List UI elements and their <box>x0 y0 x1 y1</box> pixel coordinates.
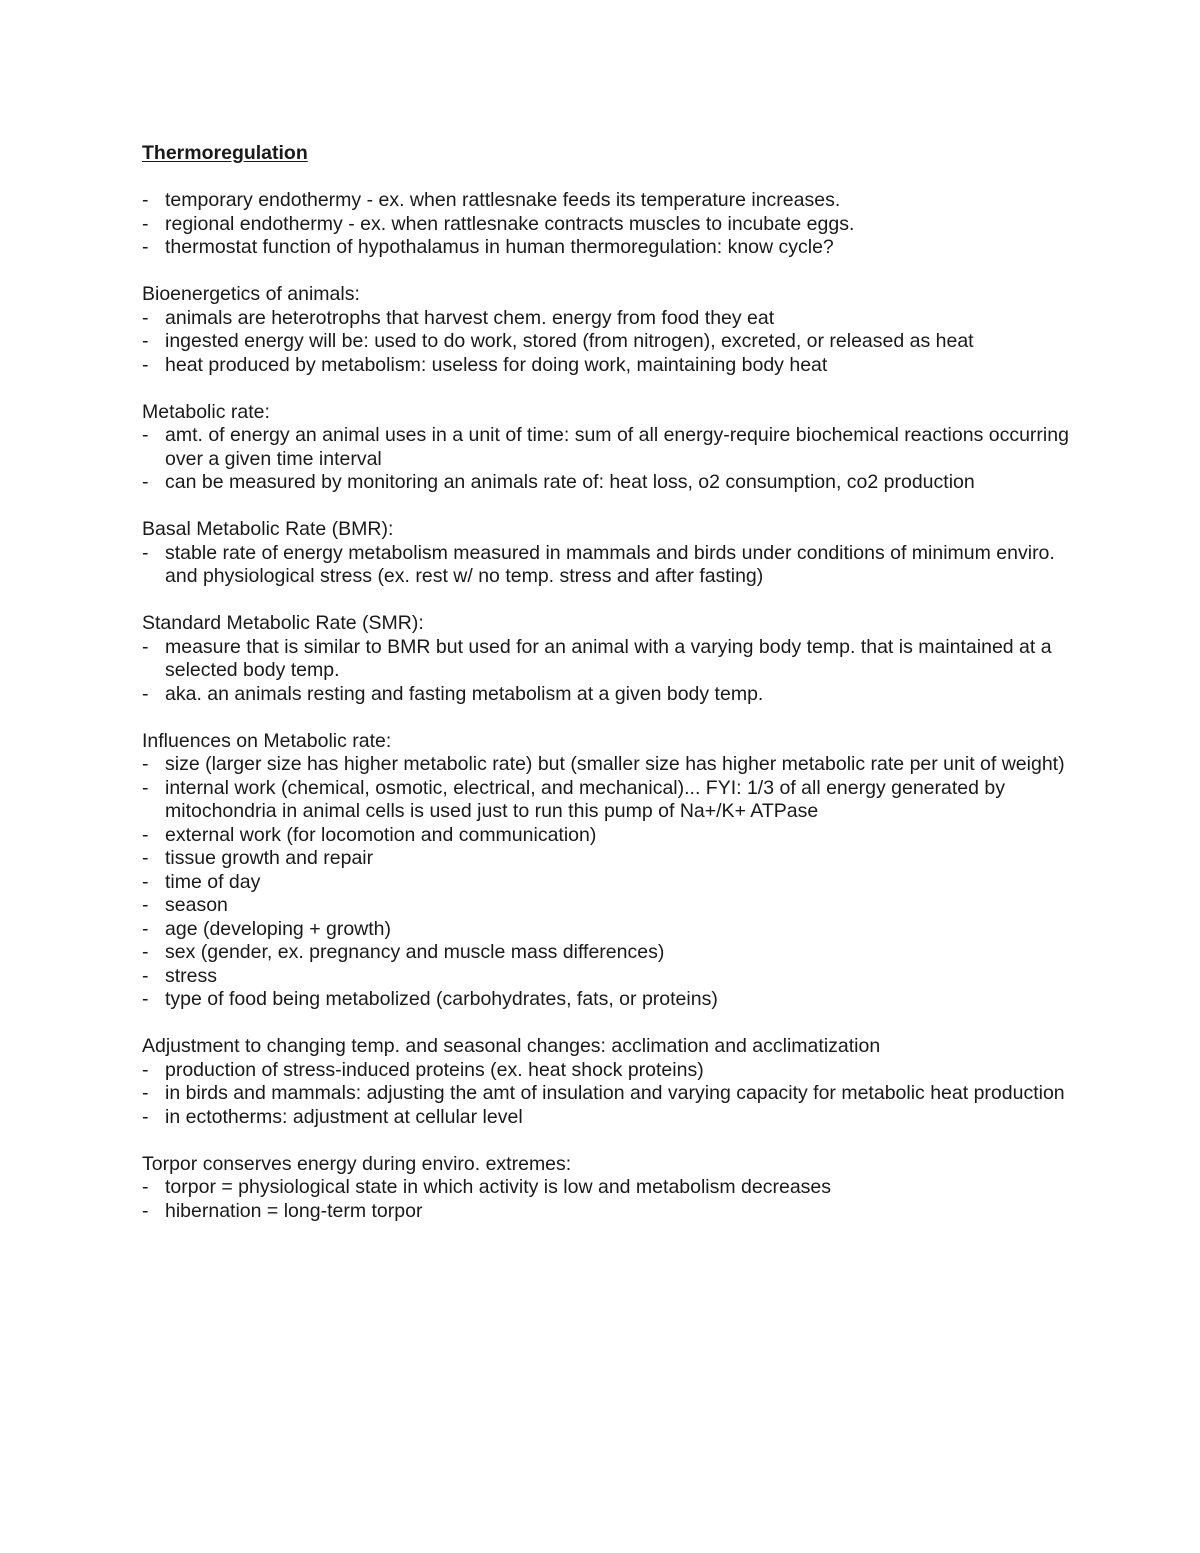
list-item-text: amt. of energy an animal uses in a unit of time: sum of all energy-require biochemical reactions occurring over a given time interval <box>165 424 1069 470</box>
section-heading: Influences on Metabolic rate: <box>142 729 392 752</box>
bullet-dash: - <box>142 236 149 258</box>
section-metabolic-rate <box>142 401 1077 495</box>
list-item <box>142 988 1077 1012</box>
section-heading: Standard Metabolic Rate (SMR): <box>142 612 424 634</box>
list-item <box>142 189 1077 213</box>
list-item-text: external work (for locomotion and communication) <box>165 823 597 846</box>
section-list <box>142 542 1077 589</box>
bullet-dash: - <box>142 635 149 658</box>
section-list <box>142 1176 1077 1223</box>
intro-section <box>142 189 1077 260</box>
page-title: Thermoregulation <box>142 142 308 164</box>
list-item-text: temporary endothermy - ex. when rattlesnake feeds its temperature increases. <box>165 189 841 211</box>
list-item-text: type of food being metabolized (carbohydrates, fats, or proteins) <box>165 988 718 1010</box>
list-item-text: production of stress-induced proteins (ex. heat shock proteins) <box>165 1058 704 1081</box>
list-item <box>142 1059 1077 1083</box>
list-item <box>142 307 1077 331</box>
section-smr <box>142 612 1077 706</box>
list-item-text: torpor = physiological state in which activity is low and metabolism decreases <box>165 1176 832 1198</box>
bullet-dash: - <box>142 1082 149 1104</box>
bullet-dash: - <box>142 1176 149 1198</box>
section-heading: Basal Metabolic Rate (BMR): <box>142 518 394 540</box>
document-body <box>142 142 1077 1247</box>
list-item-text: regional endothermy - ex. when rattlesnake contracts muscles to incubate eggs. <box>165 212 855 235</box>
list-item <box>142 941 1077 965</box>
section-heading: Torpor conserves energy during enviro. extremes: <box>142 1152 572 1175</box>
section-list <box>142 1059 1077 1130</box>
list-item <box>142 213 1077 237</box>
bullet-dash: - <box>142 870 149 893</box>
list-item <box>142 1106 1077 1130</box>
list-item <box>142 236 1077 260</box>
list-item <box>142 1200 1077 1224</box>
bullet-dash: - <box>142 353 149 376</box>
section-heading: Adjustment to changing temp. and seasonal changes: acclimation and acclimatization <box>142 1035 881 1057</box>
list-item-text: size (larger size has higher metabolic rate) but (smaller size has higher metabolic rate per unit of weight) <box>165 753 1065 775</box>
list-item-text: ingested energy will be: used to do work, stored (from nitrogen), excreted, or released as heat <box>165 330 974 352</box>
bullet-dash: - <box>142 471 149 493</box>
list-item <box>142 542 1077 589</box>
section-bioenergetics <box>142 283 1077 377</box>
list-item <box>142 636 1077 683</box>
list-item-text: internal work (chemical, osmotic, electrical, and mechanical)... FYI: 1/3 of all energy generated by mitochondria in animal cells is used just to run this pump of Na+/K+ ATPase <box>165 776 1005 822</box>
list-item-text: measure that is similar to BMR but used for an animal with a varying body temp. that is maintained at a selected body temp. <box>165 635 1052 681</box>
section-bmr <box>142 518 1077 589</box>
bullet-dash: - <box>142 306 149 329</box>
list-item-text: thermostat function of hypothalamus in human thermoregulation: know cycle? <box>165 236 834 258</box>
section-adjustment <box>142 1035 1077 1129</box>
bullet-dash: - <box>142 424 149 446</box>
list-item-text: stress <box>165 964 218 987</box>
section-list <box>142 753 1077 1012</box>
list-item <box>142 753 1077 777</box>
bullet-dash: - <box>142 894 149 916</box>
list-item <box>142 871 1077 895</box>
section-heading: Metabolic rate: <box>142 400 270 423</box>
bullet-dash: - <box>142 776 149 799</box>
bullet-dash: - <box>142 941 149 963</box>
list-item-text: aka. an animals resting and fasting metabolism at a given body temp. <box>165 682 764 705</box>
list-item <box>142 683 1077 707</box>
section-influences <box>142 730 1077 1012</box>
list-item <box>142 330 1077 354</box>
list-item-text: in birds and mammals: adjusting the amt of insulation and varying capacity for metabolic heat production <box>165 1082 1065 1104</box>
list-item <box>142 471 1077 495</box>
section-list <box>142 307 1077 378</box>
list-item <box>142 894 1077 918</box>
list-item <box>142 777 1077 824</box>
bullet-dash: - <box>142 330 149 352</box>
section-torpor <box>142 1153 1077 1224</box>
bullet-dash: - <box>142 823 149 846</box>
list-item-text: sex (gender, ex. pregnancy and muscle mass differences) <box>165 941 665 963</box>
list-item-text: can be measured by monitoring an animals rate of: heat loss, o2 consumption, co2 production <box>165 471 975 493</box>
bullet-dash: - <box>142 847 149 869</box>
list-item-text: tissue growth and repair <box>165 847 374 869</box>
list-item-text: animals are heterotrophs that harvest chem. energy from food they eat <box>165 306 775 329</box>
list-item <box>142 965 1077 989</box>
section-list <box>142 636 1077 707</box>
list-item <box>142 1176 1077 1200</box>
bullet-dash: - <box>142 1199 149 1222</box>
bullet-dash: - <box>142 917 149 940</box>
bullet-dash: - <box>142 682 149 705</box>
bullet-dash: - <box>142 964 149 987</box>
bullet-dash: - <box>142 988 149 1010</box>
intro-list <box>142 189 1077 260</box>
section-heading: Bioenergetics of animals: <box>142 283 360 305</box>
list-item-text: heat produced by metabolism: useless for doing work, maintaining body heat <box>165 353 828 376</box>
list-item <box>142 824 1077 848</box>
bullet-dash: - <box>142 1058 149 1081</box>
list-item <box>142 1082 1077 1106</box>
bullet-dash: - <box>142 189 149 211</box>
section-list <box>142 424 1077 495</box>
bullet-dash: - <box>142 541 149 564</box>
list-item <box>142 847 1077 871</box>
bullet-dash: - <box>142 753 149 775</box>
list-item-text: season <box>165 894 228 916</box>
list-item <box>142 354 1077 378</box>
list-item-text: age (developing + growth) <box>165 917 392 940</box>
list-item <box>142 918 1077 942</box>
list-item-text: time of day <box>165 870 261 893</box>
list-item-text: stable rate of energy metabolism measured in mammals and birds under conditions of minimum enviro. and physiological stress (ex. rest w/ no temp. stress and after fasting) <box>165 541 1055 587</box>
list-item-text: in ectotherms: adjustment at cellular level <box>165 1105 523 1128</box>
bullet-dash: - <box>142 1105 149 1128</box>
list-item-text: hibernation = long-term torpor <box>165 1199 423 1222</box>
bullet-dash: - <box>142 212 149 235</box>
list-item <box>142 424 1077 471</box>
